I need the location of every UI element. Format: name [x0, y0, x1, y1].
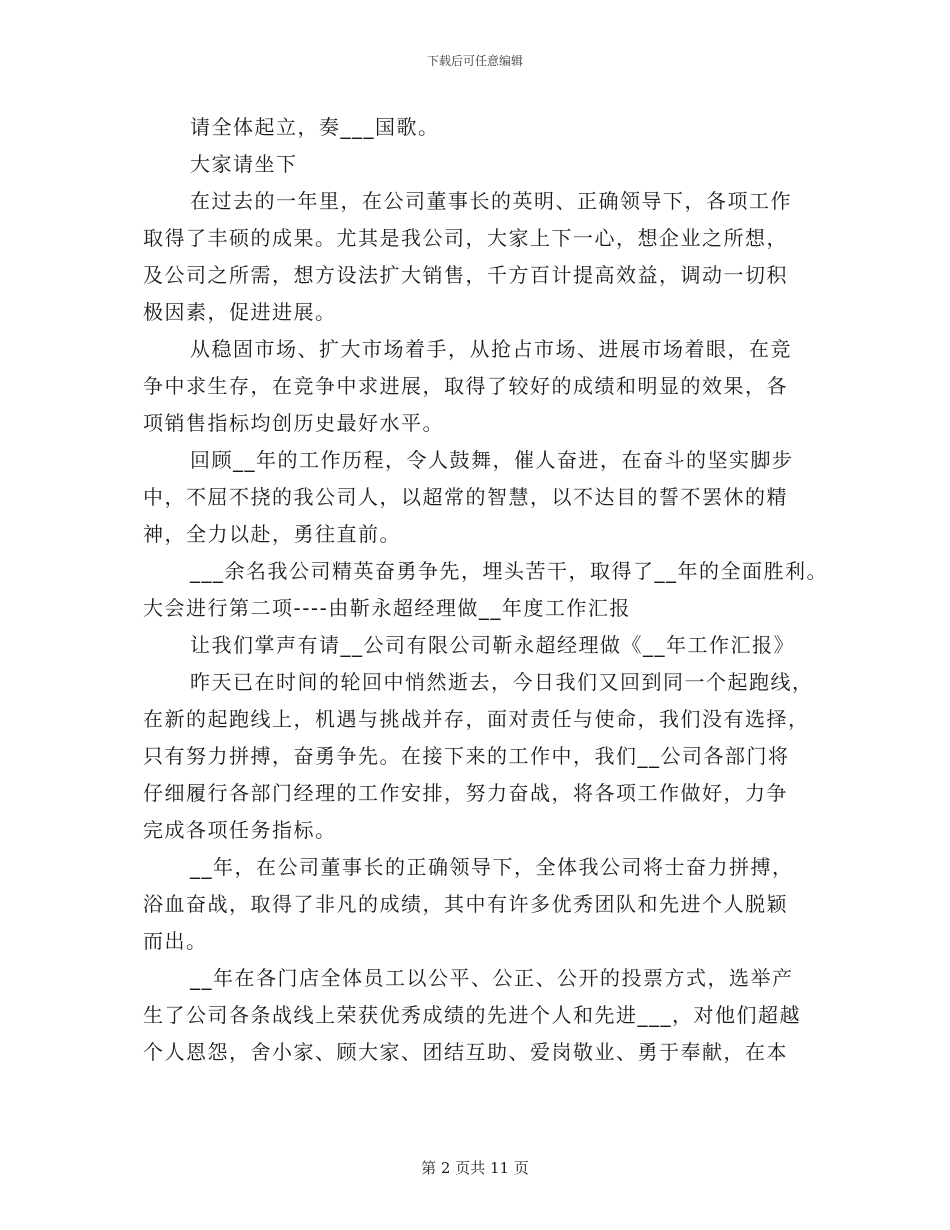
text-line: 从稳固市场、扩大市场着手，从抢占市场、进展市场着眼，在竞	[190, 337, 792, 361]
text-line: 个人恩怨，舍小家、顾大家、团结互助、爱岗敬业、勇于奉献，在本	[143, 1040, 788, 1064]
text-line: 在新的起跑线上，机遇与挑战并存，面对责任与使命，我们没有选择，	[143, 707, 810, 731]
text-line: __年，在公司董事长的正确领导下，全体我公司将士奋力拼搏，	[190, 855, 794, 879]
page-footer: 第 2 页共 11 页	[421, 1159, 529, 1177]
text-line: 让我们掌声有请__公司有限公司靳永超经理做《__年工作汇报》	[190, 633, 795, 657]
text-line: 完成各项任务指标。	[143, 818, 337, 842]
text-line: 项销售指标均创历史最好水平。	[143, 411, 444, 435]
text-line: 回顾__年的工作历程，令人鼓舞，催人奋进，在奋斗的坚实脚步	[190, 448, 794, 472]
text-line: __年在各门店全体员工以公平、公正、公开的投票方式，选举产	[190, 966, 794, 990]
text-line: 只有努力拼搏，奋勇争先。在接下来的工作中，我们__公司各部门将	[143, 744, 790, 768]
text-line: 大会进行第二项----由靳永超经理做__年度工作汇报	[143, 596, 631, 620]
text-line: 大家请坐下	[190, 152, 298, 176]
text-line: 而出。	[143, 929, 208, 953]
text-line: 取得了丰硕的成果。尤其是我公司，大家上下一心，想企业之所想，	[143, 226, 788, 250]
text-line: 争中求生存，在竞争中求进展，取得了较好的成绩和明显的效果，各	[143, 374, 788, 398]
text-line: 神，全力以赴，勇往直前。	[143, 522, 401, 546]
text-line: 极因素，促进进展。	[143, 300, 337, 324]
text-line: 中，不屈不挠的我公司人，以超常的智慧，以不达目的誓不罢休的精	[143, 485, 788, 509]
text-line: 在过去的一年里，在公司董事长的英明、正确领导下，各项工作	[190, 189, 792, 213]
text-line: 昨天已在时间的轮回中悄然逝去，今日我们又回到同一个起跑线，	[190, 670, 814, 694]
text-line: 仔细履行各部门经理的工作安排，努力奋战，将各项工作做好，力争	[143, 781, 788, 805]
text-line: 浴血奋战，取得了非凡的成绩，其中有许多优秀团队和先进个人脱颖	[143, 892, 788, 916]
text-line: 及公司之所需，想方设法扩大销售，千方百计提高效益，调动一切积	[143, 263, 788, 287]
text-line: 请全体起立，奏___国歌。	[190, 115, 440, 139]
text-line: ___余名我公司精英奋勇争先，埋头苦干，取得了__年的全面胜利。	[190, 559, 828, 583]
page-header: 下载后可任意编辑	[426, 54, 523, 68]
text-line: 生了公司各条战线上荣获优秀成绩的先进个人和先进___，对他们超越	[143, 1003, 801, 1027]
